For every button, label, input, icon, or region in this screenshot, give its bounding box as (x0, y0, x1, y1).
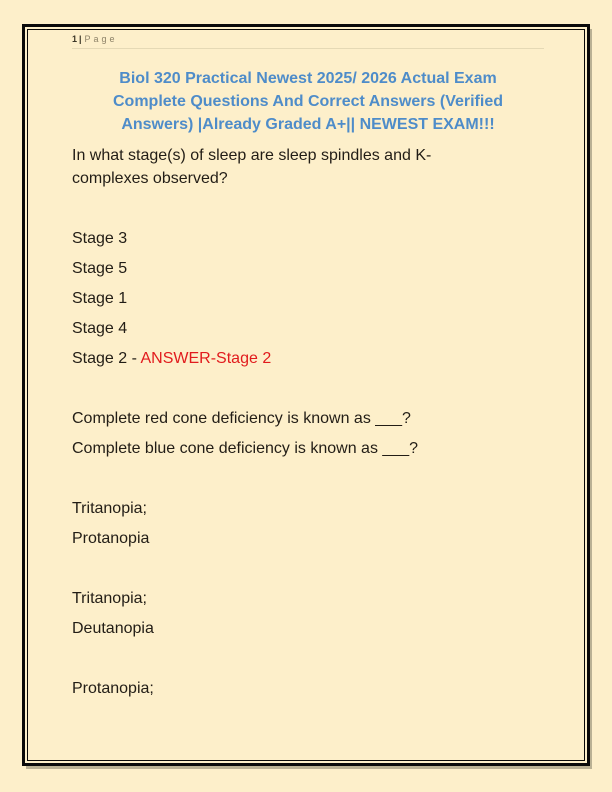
exam-title-line-1: Biol 320 Practical Newest 2025/ 2026 Actual Exam (119, 70, 497, 87)
answer-label: ANSWER-Stage 2 (140, 350, 272, 367)
exam-title-line-3: Answers) |Already Graded A+|| NEWEST EXAM!!! (121, 116, 495, 133)
choice-item: Tritanopia; (72, 590, 147, 607)
blank-line (72, 377, 472, 400)
question-text: Complete blue cone deficiency is known as ___? (72, 440, 418, 457)
page-number: 1 (72, 34, 78, 44)
blank-line (72, 197, 472, 220)
choice-item: Protanopia (72, 530, 150, 547)
page-border-frame (22, 24, 590, 766)
choice-item: Protanopia; (72, 680, 154, 697)
answer-option: Stage 5 (72, 260, 128, 277)
question-text: Complete red cone deficiency is known as ___? (72, 410, 411, 427)
blank-line (72, 557, 472, 580)
exam-title (72, 67, 544, 136)
answer-option: Stage 4 (72, 320, 128, 337)
page-label: Page (84, 34, 118, 44)
answer-option-prefix: Stage 2 - (72, 350, 141, 367)
header-separator: | (79, 34, 82, 44)
document-body (72, 144, 544, 700)
choice-item: Tritanopia; (72, 500, 147, 517)
question-text: In what stage(s) of sleep are sleep spindles and K-complexes observed? (72, 147, 432, 187)
blank-line (72, 647, 472, 670)
answer-option: Stage 3 (72, 230, 128, 247)
exam-title-line-2: Complete Questions And Correct Answers (Verified (112, 93, 503, 110)
page-header (72, 34, 544, 49)
blank-line (72, 467, 472, 490)
answer-option: Stage 1 (72, 290, 128, 307)
page-border-inner (27, 29, 585, 761)
answer-option-with-answer (72, 347, 472, 370)
choice-item: Deutanopia (72, 620, 154, 637)
